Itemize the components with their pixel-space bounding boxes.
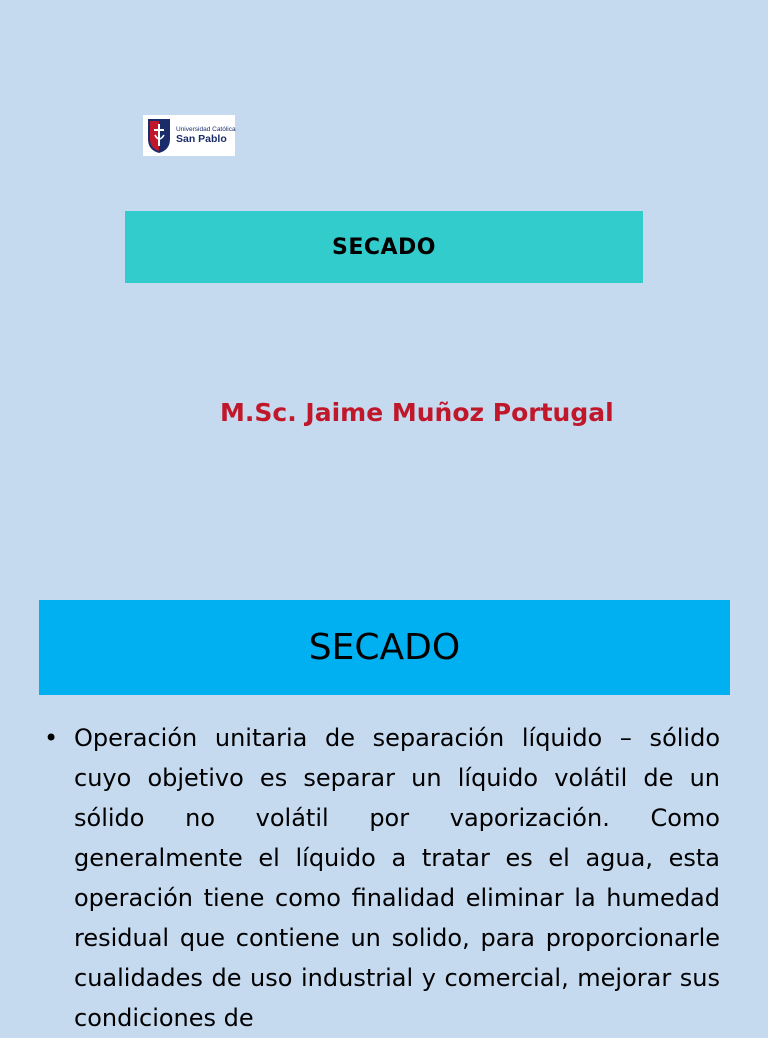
slide-title-banner (39, 600, 730, 695)
cover-title: SECADO (331, 234, 436, 260)
author-name: M.Sc. Jaime Muñoz Portugal (220, 398, 614, 427)
cover-title-banner (125, 211, 643, 283)
slide-title: SECADO (308, 627, 461, 668)
slide-body (44, 718, 720, 1038)
logo-university-brand: San Pablo (176, 133, 227, 145)
crest-icon (146, 117, 172, 154)
logo-university-name: Universidad Católica (176, 125, 236, 133)
bullet-paragraph: Operación unitaria de separación líquido – sólido cuyo objetivo es separar un líquido volátil de un sólido no volátil por vaporización. Como generalmente el líquido a tratar es el agua, esta operación tiene como finalidad eliminar la humedad residual que contiene un solido, para proporcionarle cualidades de uso industrial y comercial, mejorar sus condiciones de (74, 724, 720, 1032)
bullet-marker: • (44, 724, 59, 752)
university-logo (143, 115, 235, 156)
logo-text (176, 127, 236, 145)
